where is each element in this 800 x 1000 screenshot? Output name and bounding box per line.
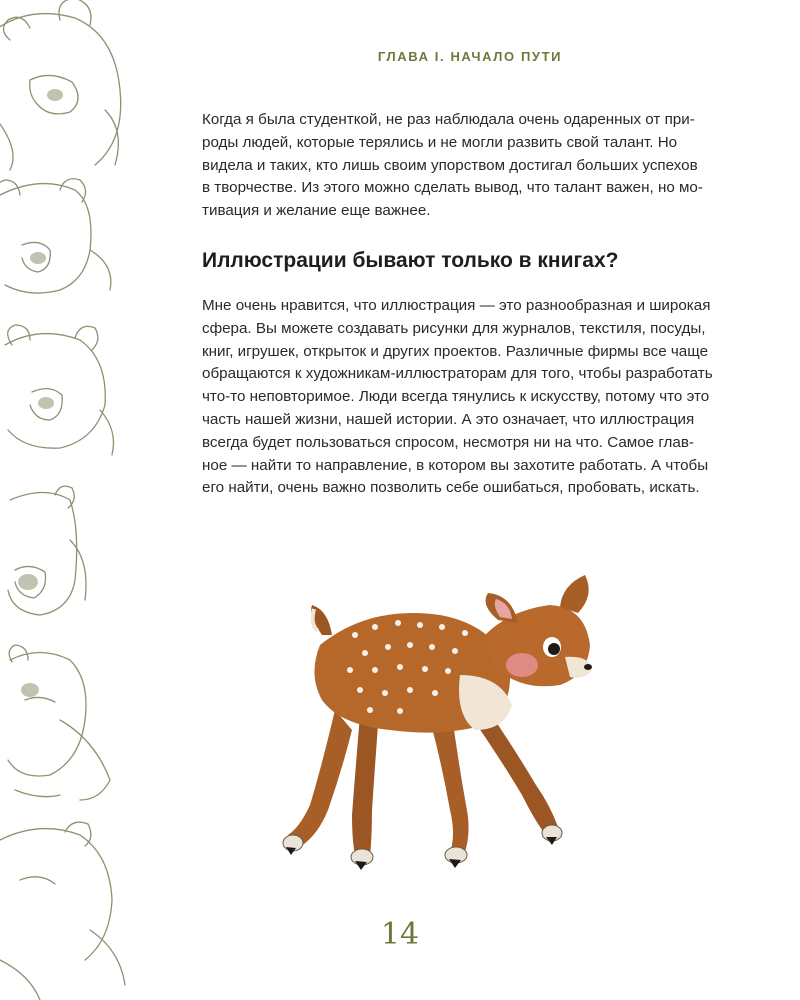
text-line: Мне очень нравится, что иллюстрация — это разнообразная и широкая [202, 297, 711, 314]
text-line: его найти, очень важно позволить себе ошибаться, пробовать, искать. [202, 479, 700, 497]
section-heading: Иллюстрации бывают только в книгах? [202, 249, 619, 272]
text-line: роды людей, которые терялись и не могли развить свой талант. Но [202, 133, 678, 151]
body-paragraph [202, 295, 732, 500]
text-line: всегда будет пользоваться спросом, несмотря ни на что. Самое глав- [202, 433, 694, 451]
text-line: книг, игрушек, открыток и других проектов. Различные фирмы все чаще [202, 342, 709, 360]
intro-paragraph [202, 109, 732, 223]
bear-sketch-5 [8, 645, 110, 800]
page-number: 14 [380, 917, 420, 952]
chapter-title: ГЛАВА I. НАЧАЛО ПУТИ [377, 49, 563, 64]
text-line: тивация и желание еще важнее. [202, 202, 431, 220]
bear-sketch-2 [0, 179, 111, 293]
text-line: часть нашей жизни, нашей истории. А это означает, что иллюстрация [202, 410, 695, 428]
text-line: сфера. Вы можете создавать рисунки для журналов, текстиля, посуды, [202, 319, 706, 337]
text-line: ное — найти то направление, в котором вы захотите работать. А чтобы [202, 456, 709, 474]
bear-sketches-illustration [0, 0, 140, 1000]
fawn-illustration [260, 565, 620, 885]
bear-sketch-4 [8, 486, 86, 615]
bear-sketch-6 [0, 822, 125, 1000]
text-line: видела и таких, кто лишь своим упорством достигал больших успехов [202, 156, 698, 174]
text-line: что-то неповторимое. Люди всегда тянулись к искусству, потому что это [202, 388, 710, 406]
text-line: в творчестве. Из этого можно сделать вывод, что талант важен, но мо- [202, 179, 703, 197]
text-line: обращаются к художникам-иллюстраторам для того, чтобы разработать [202, 365, 713, 383]
bear-sketch-1 [0, 0, 121, 170]
bear-sketch-3 [5, 325, 114, 455]
text-line: Когда я была студенткой, не раз наблюдала очень одаренных от при- [202, 111, 695, 128]
